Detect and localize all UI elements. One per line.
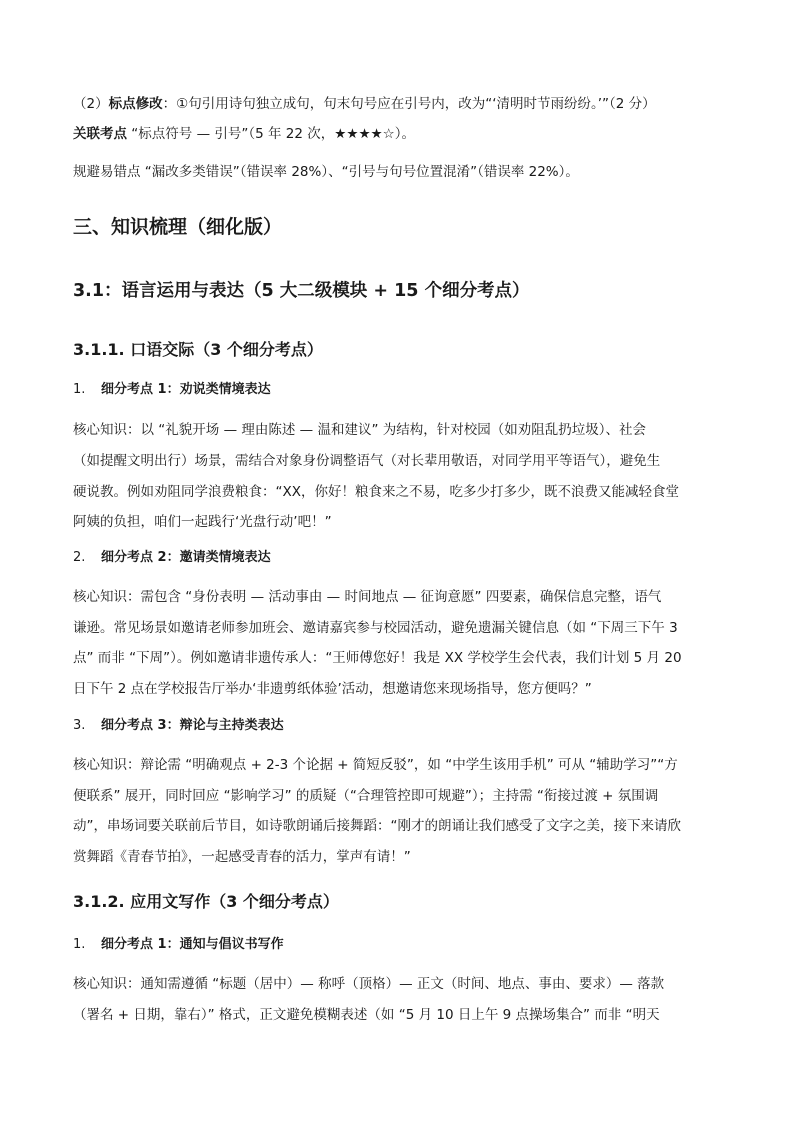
answer-prefix: （2） xyxy=(73,96,109,112)
part1-title: 3.1.1. 口语交际（3 个细分考点） xyxy=(73,340,323,359)
item-title-text: 细分考点 1：通知与倡议书写作 xyxy=(101,937,284,952)
related-point-text: “标点符号 — 引号”（5 年 22 次，★★★★☆）。 xyxy=(127,126,416,142)
related-point-line xyxy=(73,124,415,144)
item-number: 1. xyxy=(73,382,86,397)
related-point-label: 关联考点 xyxy=(73,126,127,142)
item-number: 3. xyxy=(73,718,86,733)
paragraph-line: 日下午 2 点在学校报告厅举办‘非遗剪纸体验’活动，想邀请您来现场指导，您方便吗？” xyxy=(73,681,592,697)
item-title-text: 细分考点 3：辩论与主持类表达 xyxy=(101,718,284,733)
paragraph-line: （署名 + 日期，靠右）” 格式，正文避免模糊表述（如 “5 月 10 日上午 9 点操场集合” 而非 “明天 xyxy=(73,1007,660,1023)
item-number: 1. xyxy=(73,937,86,952)
paragraph-line: 核心知识：以 “礼貌开场 — 理由陈述 — 温和建议” 为结构，针对校园（如劝阻乱扔垃圾）、社会 xyxy=(73,422,646,438)
part1-item3-title xyxy=(73,716,284,736)
part2-title: 3.1.2. 应用文写作（3 个细分考点） xyxy=(73,892,339,911)
paragraph-line: 硬说教。例如劝阻同学浪费粮食：“XX，你好！粮食来之不易，吃多少打多少，既不浪费又能减轻食堂 xyxy=(73,484,679,500)
item-title-text: 细分考点 2：邀请类情境表达 xyxy=(101,550,271,565)
part1-item1-title xyxy=(73,380,271,400)
paragraph-line: 阿姨的负担，咱们一起践行‘光盘行动’吧！” xyxy=(73,514,332,530)
section-title: 三、知识梳理（细化版） xyxy=(73,216,283,238)
answer-label: 标点修改 xyxy=(108,96,163,112)
paragraph-line: 赏舞蹈《青春节拍》，一起感受青春的活力，掌声有请！” xyxy=(73,849,411,865)
paragraph-line: 核心知识：通知需遵循 “标题（居中）— 称呼（顶格）— 正文（时间、地点、事由、要求）— 落款 xyxy=(73,976,665,992)
avoid-errors-line: 规避易错点 “漏改多类错误”（错误率 28%）、“引号与句号位置混淆”（错误率 22%）。 xyxy=(73,164,579,180)
part1-item2-title xyxy=(73,548,271,568)
sub-section-title: 3.1：语言运用与表达（5 大二级模块 + 15 个细分考点） xyxy=(73,281,530,301)
paragraph-line: 点” 而非 “下周”）。例如邀请非遗传承人：“王师傅您好！我是 XX 学校学生会代表，我们计划 5 月 20 xyxy=(73,650,682,666)
paragraph-line: （如提醒文明出行）场景，需结合对象身份调整语气（对长辈用敬语，对同学用平等语气），避免生 xyxy=(73,453,661,469)
paragraph-line: 便联系” 展开，同时回应 “影响学习” 的质疑（“合理管控即可规避”）；主持需 “衔接过渡 + 氛围调 xyxy=(73,788,659,804)
paragraph-line: 核心知识：需包含 “身份表明 — 活动事由 — 时间地点 — 征询意愿” 四要素，确保信息完整，语气 xyxy=(73,589,662,605)
paragraph-line: 动”，串场词要关联前后节目，如诗歌朗诵后接舞蹈：“刚才的朗诵让我们感受了文字之美，接下来请欣 xyxy=(73,818,681,834)
paragraph-line: 谦逊。常见场景如邀请老师参加班会、邀请嘉宾参与校园活动，避免遗漏关键信息（如 “下周三下午 3 xyxy=(73,620,678,636)
answer-text: ：①句引用诗句独立成句，句末句号应在引号内，改为“‘清明时节雨纷纷。’”（2 分） xyxy=(162,96,656,112)
paragraph-line: 核心知识：辩论需 “明确观点 + 2-3 个论据 + 简短反驳”，如 “中学生该用手机” 可从 “辅助学习”“方 xyxy=(73,757,678,773)
item-title-text: 细分考点 1：劝说类情境表达 xyxy=(101,382,271,397)
answer-line-punctuation xyxy=(73,94,656,114)
item-number: 2. xyxy=(73,550,86,565)
part2-item1-title xyxy=(73,935,284,955)
